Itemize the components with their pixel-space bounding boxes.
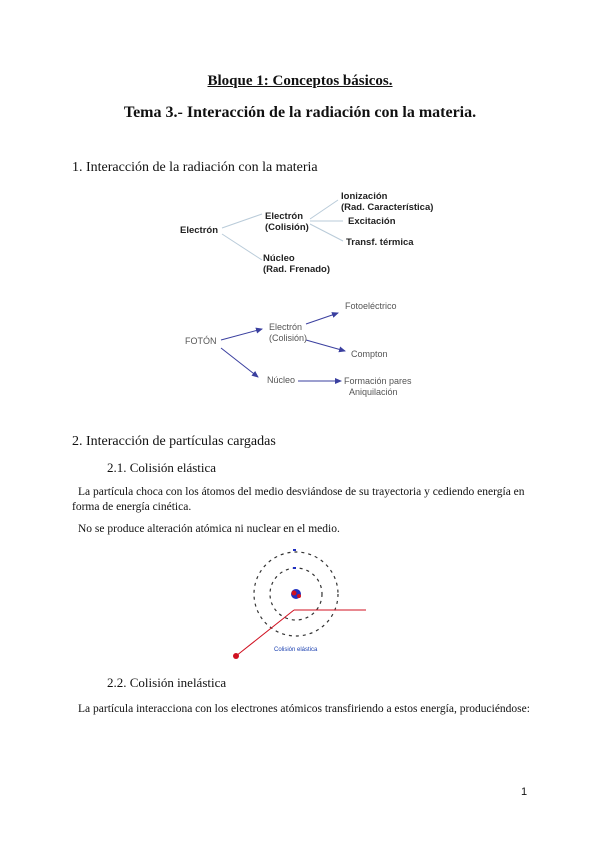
particle: [233, 653, 239, 659]
ionization-label: Ionización (Rad. Característica): [341, 191, 434, 213]
photon-diagram-arrows: [0, 280, 600, 410]
subsection-2-2-heading: 2.2. Colisión inelástica: [107, 675, 227, 690]
no-alteration-paragraph: No se produce alteración atómica ni nuclear en el medio.: [78, 523, 340, 535]
figure-caption: Colisión elástica: [274, 647, 318, 653]
compton-label: Compton: [351, 349, 388, 359]
section-2-heading: 2. Interacción de partículas cargadas: [72, 434, 276, 449]
electron-collision-label: Electrón (Colisión): [265, 211, 309, 233]
arrow-to-nucleus: [221, 348, 258, 377]
section-1-heading: 1. Interacción de la radiación con la materia: [72, 160, 318, 175]
arrow-to-photoelectric: [306, 313, 338, 324]
inelastic-collision-paragraph: La partícula interacciona con los electrones atómicos transfiriendo a estos energía, produciéndose:: [78, 703, 530, 715]
line-to-nucleus: [222, 234, 262, 260]
excitation-label: Excitación: [348, 216, 396, 227]
page-number: 1: [521, 786, 528, 798]
photon-root-label: FOTÓN: [185, 336, 217, 346]
electron-root-label: Electrón: [180, 225, 219, 236]
photon-nucleus-label: Núcleo: [267, 375, 296, 385]
electron-nucleus-label: Núcleo (Rad. Frenado): [263, 253, 331, 275]
line-to-ionization: [310, 200, 338, 219]
block-title: Bloque 1: Conceptos básicos.: [207, 73, 393, 89]
line-to-thermal: [310, 224, 343, 241]
subsection-2-1-heading: 2.1. Colisión elástica: [107, 460, 217, 475]
topic-title: Tema 3.- Interacción de la radiación con la materia.: [123, 104, 477, 121]
elastic-collision-paragraph: La partícula choca con los átomos del medio desviándose de su trayectoria y cediendo energía en forma de energía cinética.: [72, 486, 525, 513]
arrow-to-collision: [221, 329, 262, 340]
electron-inner: [293, 567, 296, 569]
line-to-collision: [222, 214, 262, 228]
photoelectric-label: Fotoeléctrico: [345, 301, 397, 311]
thermal-transfer-label: Transf. térmica: [346, 237, 414, 248]
electron-outer: [293, 549, 296, 551]
arrow-to-compton: [306, 340, 345, 351]
pair-formation-label: Formación pares Aniquilación: [344, 376, 412, 397]
photon-collision-label: Electrón (Colisión): [269, 322, 308, 343]
